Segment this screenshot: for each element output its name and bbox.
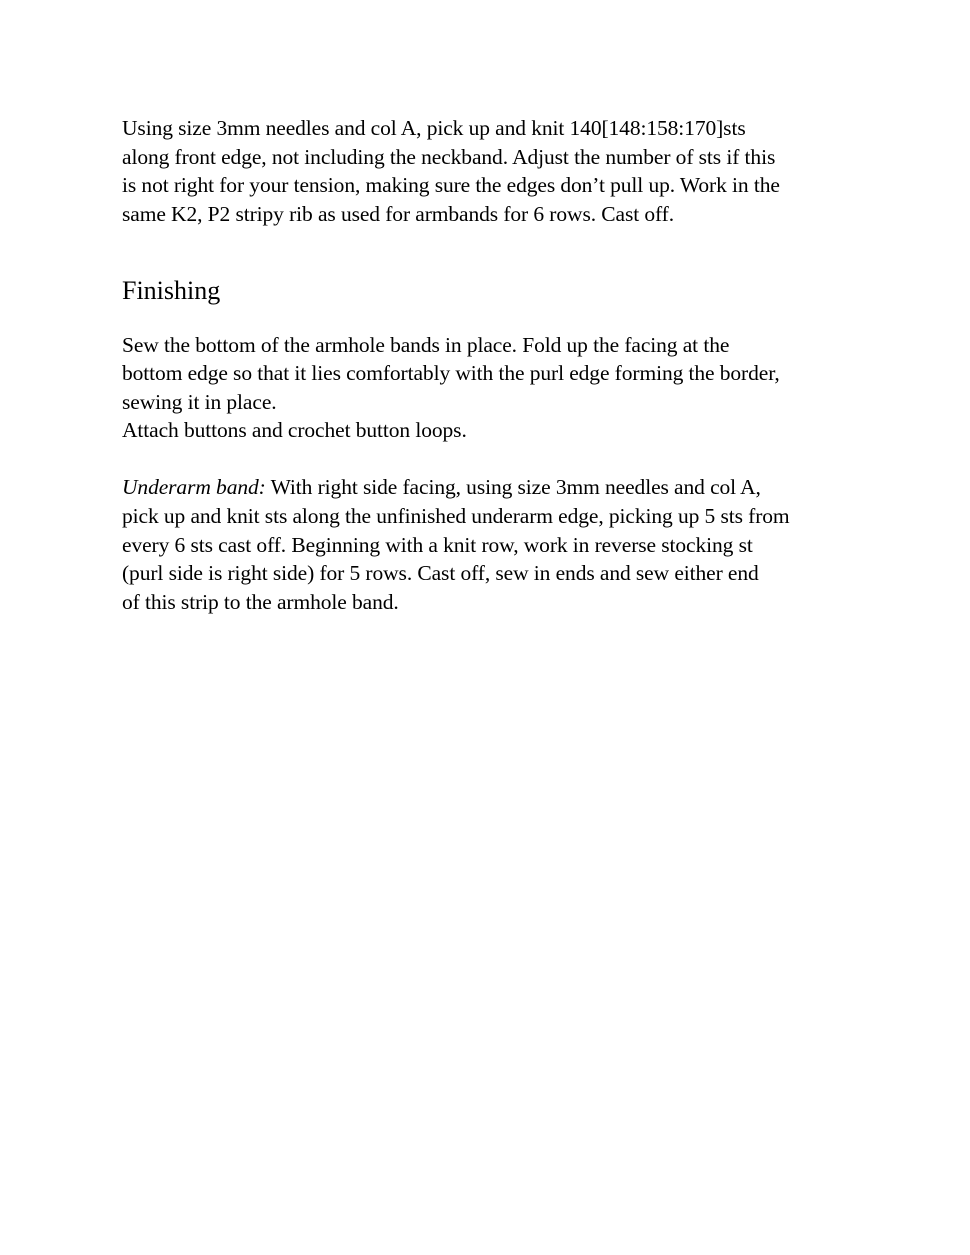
intro-line: along front edge, not including the neckband. Adjust the number of sts if this [122,145,776,169]
intro-line: same K2, P2 stripy rib as used for armbands for 6 rows. Cast off. [122,202,675,226]
intro-line: is not right for your tension, making sure the edges don’t pull up. Work in the [122,173,780,197]
underarm-label: Underarm band: [122,475,266,499]
finishing-line: Attach buttons and crochet button loops. [122,418,467,442]
underarm-first-line-text: With right side facing, using size 3mm needles and col A, [265,475,761,499]
section-heading-finishing: Finishing [122,276,221,305]
underarm-first-line [122,473,761,501]
underarm-line: every 6 sts cast off. Beginning with a knit row, work in reverse stocking st [122,533,753,557]
finishing-line: bottom edge so that it lies comfortably with the purl edge forming the border, [122,361,780,385]
intro-line: Using size 3mm needles and col A, pick up and knit 140[148:158:170]sts [122,116,746,140]
finishing-line: Sew the bottom of the armhole bands in place. Fold up the facing at the [122,333,730,357]
underarm-line: pick up and knit sts along the unfinished underarm edge, picking up 5 sts from [122,504,790,528]
finishing-line: sewing it in place. [122,390,277,414]
underarm-line: of this strip to the armhole band. [122,590,399,614]
underarm-line: (purl side is right side) for 5 rows. Cast off, sew in ends and sew either end [122,561,759,585]
